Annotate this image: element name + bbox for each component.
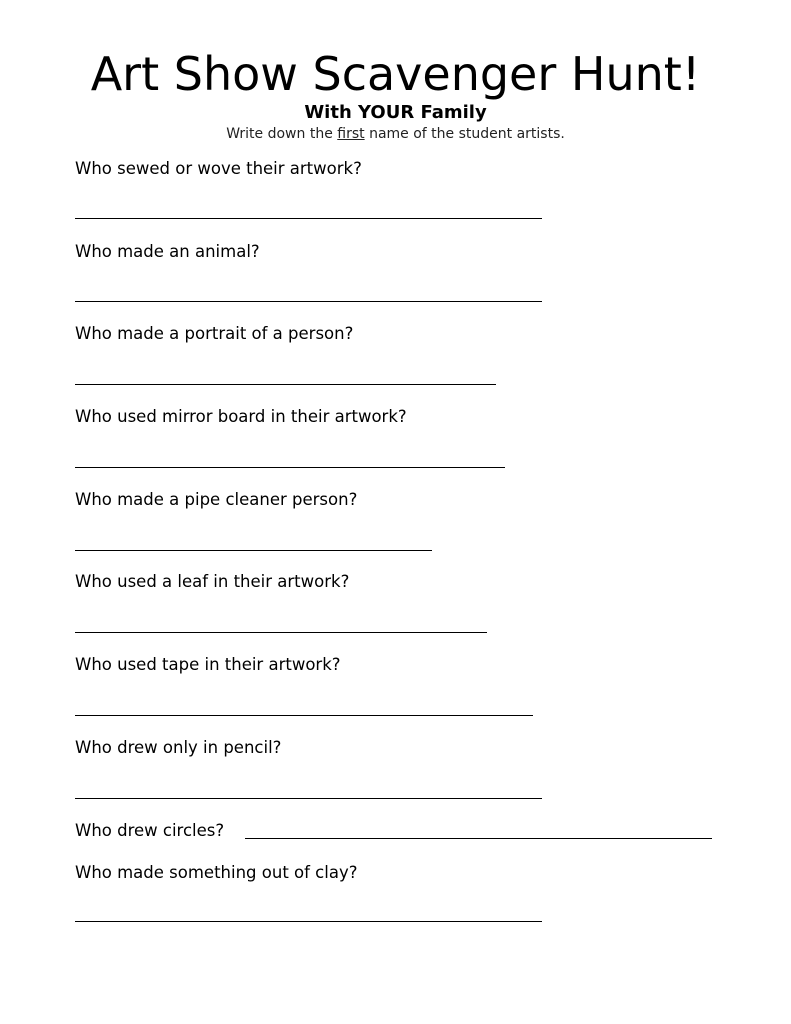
- instructions-emphasis: first: [337, 126, 365, 142]
- answer-line-2[interactable]: [75, 301, 542, 302]
- instructions-before: Write down the: [226, 126, 338, 142]
- answer-line-7[interactable]: [75, 715, 533, 716]
- question-2: Who made an animal?: [75, 242, 260, 261]
- answer-line-10[interactable]: [75, 921, 542, 922]
- answer-line-1[interactable]: [75, 218, 542, 219]
- instructions: [0, 125, 791, 143]
- answer-line-4[interactable]: [75, 467, 505, 468]
- answer-line-6[interactable]: [75, 632, 487, 633]
- page-title: Art Show Scavenger Hunt!: [90, 47, 701, 101]
- question-7: Who used tape in their artwork?: [75, 655, 341, 674]
- answer-line-5[interactable]: [75, 550, 432, 551]
- question-5: Who made a pipe cleaner person?: [75, 490, 358, 509]
- instructions-after: name of the student artists.: [364, 126, 565, 142]
- answer-line-3[interactable]: [75, 384, 496, 385]
- question-3: Who made a portrait of a person?: [75, 324, 354, 343]
- question-10: Who made something out of clay?: [75, 863, 358, 882]
- question-6: Who used a leaf in their artwork?: [75, 572, 350, 591]
- answer-line-8[interactable]: [75, 798, 542, 799]
- question-9: Who drew circles?: [75, 821, 225, 840]
- question-1: Who sewed or wove their artwork?: [75, 159, 362, 178]
- answer-line-9[interactable]: [245, 838, 712, 839]
- question-8: Who drew only in pencil?: [75, 738, 282, 757]
- question-4: Who used mirror board in their artwork?: [75, 407, 407, 426]
- page-subtitle: With YOUR Family: [304, 102, 487, 123]
